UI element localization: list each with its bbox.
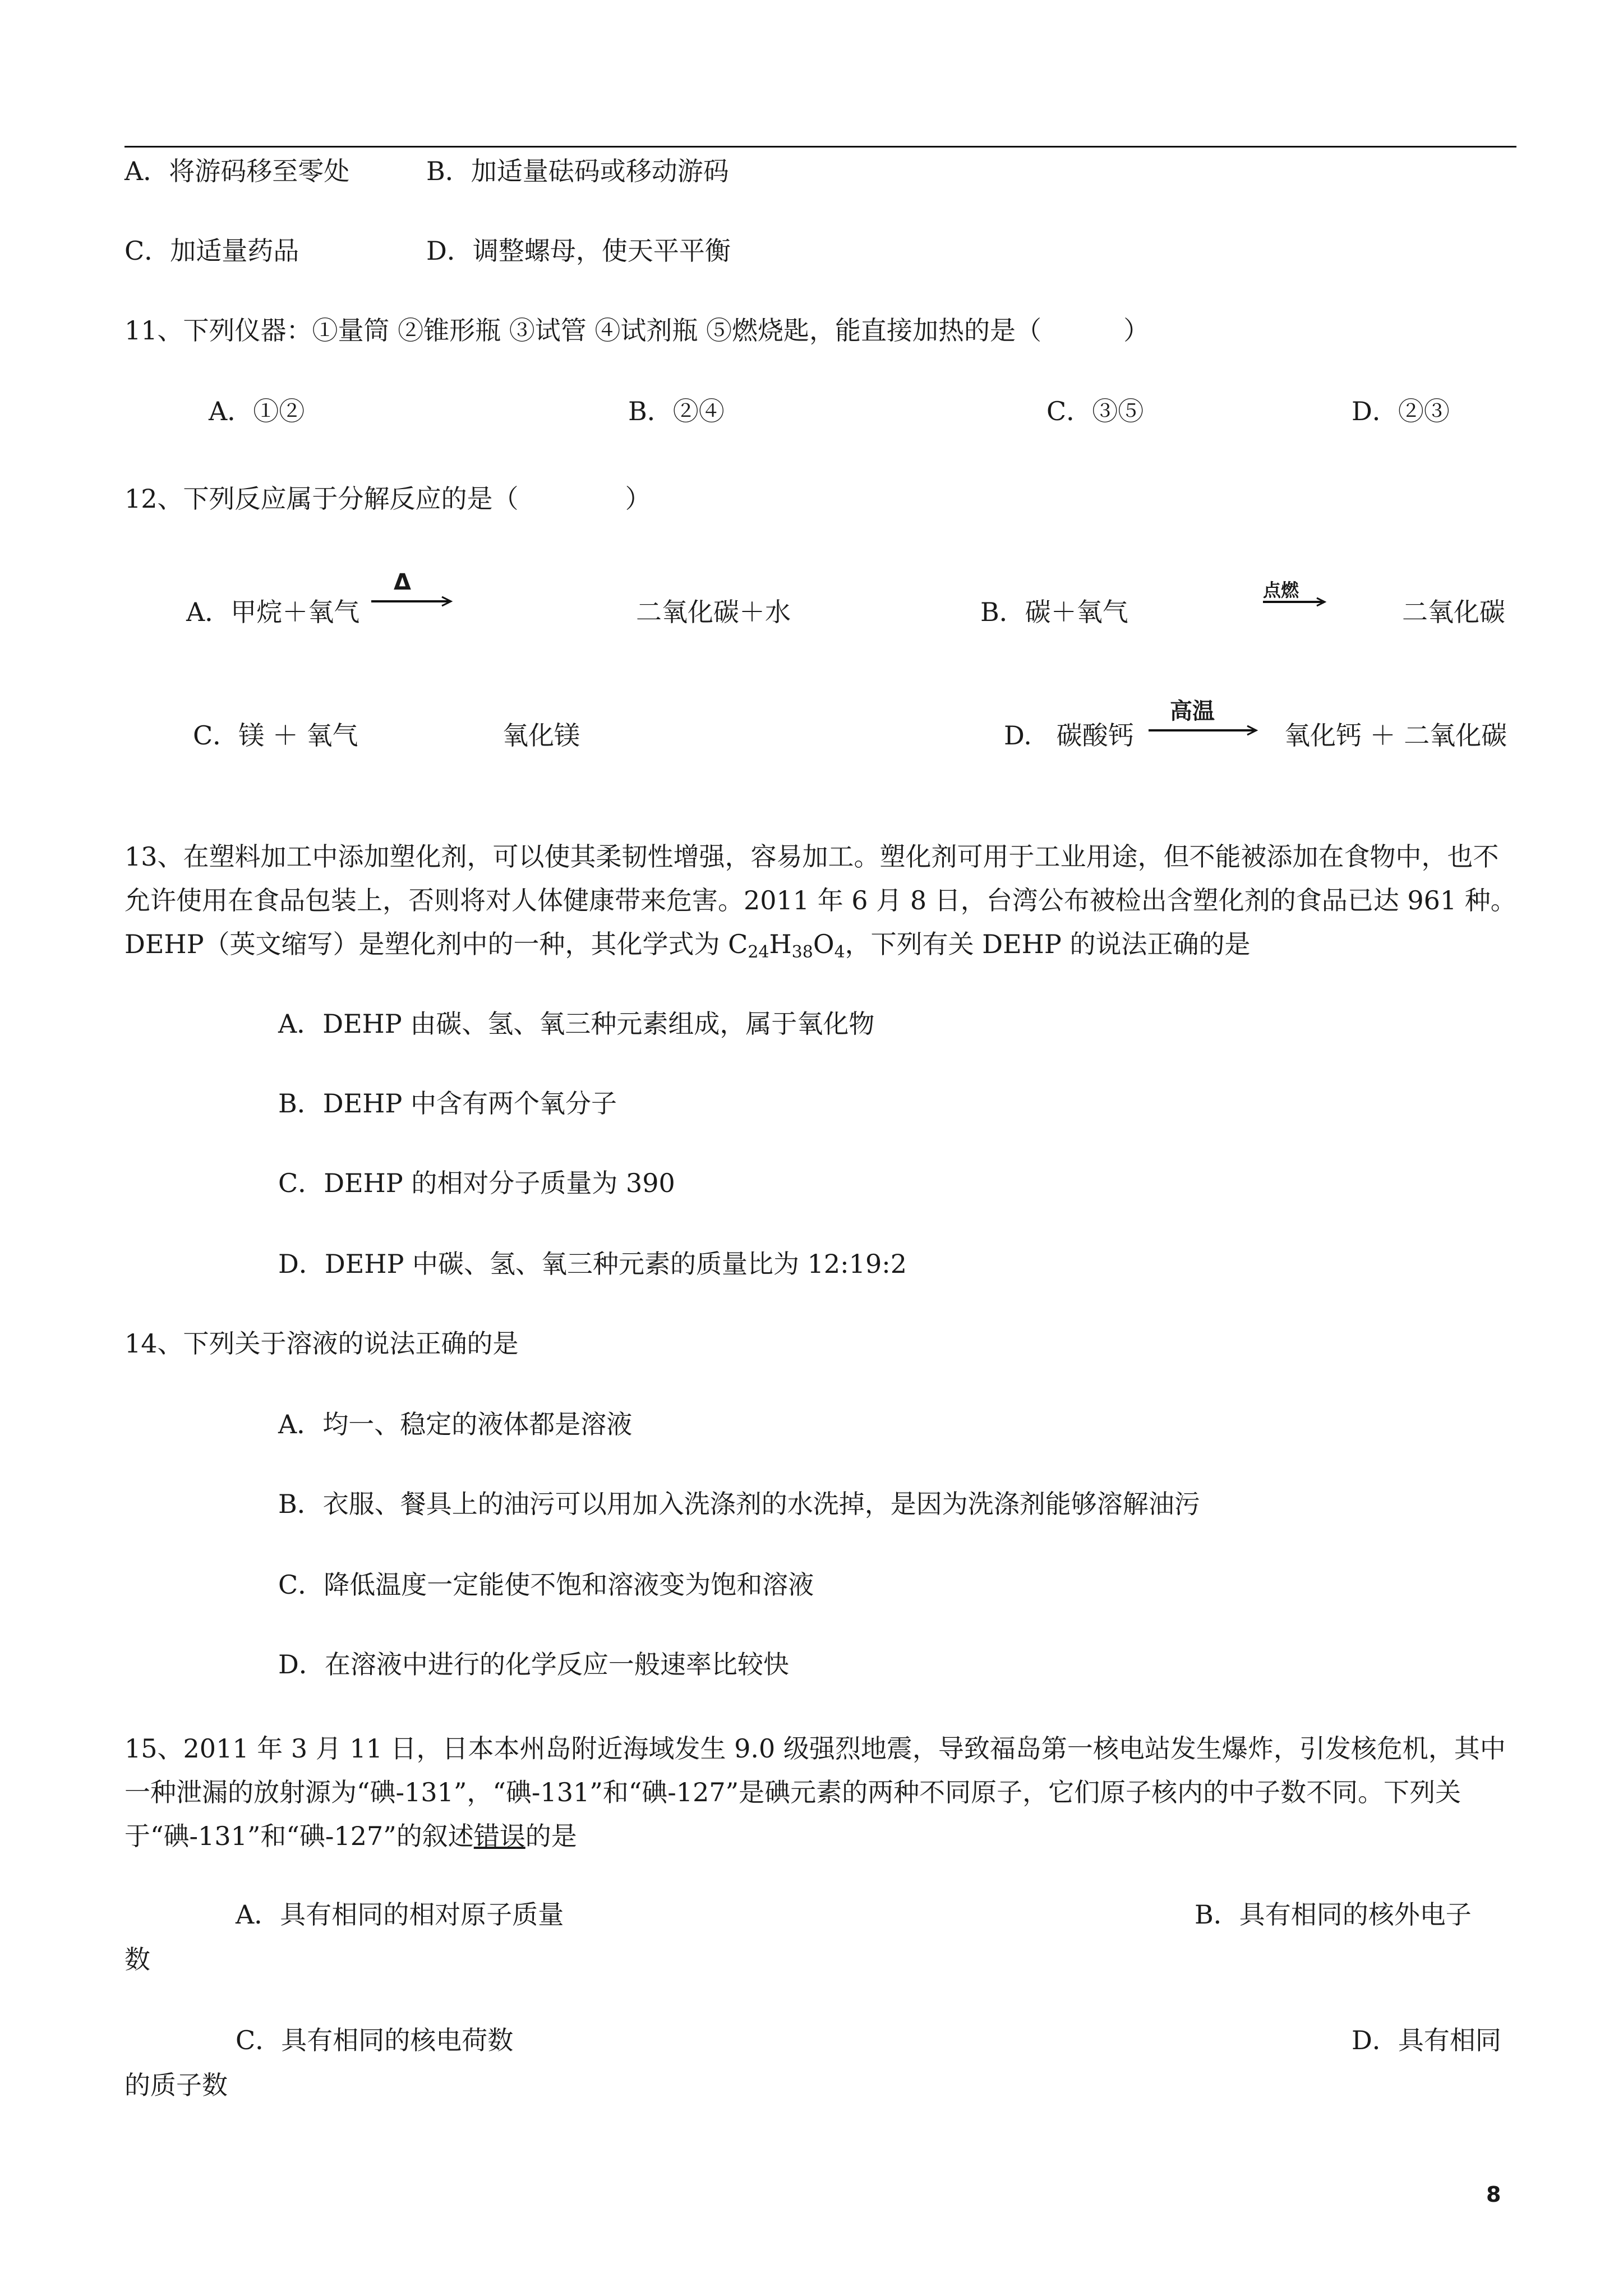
q15-option-c: C．具有相同的核电荷数 <box>236 2025 514 2055</box>
q12-option-b-condition: 点燃 <box>1263 579 1299 601</box>
q10-option-d: D．调整螺母，使天平平衡 <box>426 236 731 266</box>
q13-option-a: A．DEHP 由碳、氢、氧三种元素组成，属于氧化物 <box>278 1009 875 1039</box>
q15-option-b-cont: 数 <box>125 1944 150 1975</box>
q14-option-a: A．均一、稳定的液体都是溶液 <box>278 1409 633 1439</box>
q12-option-d-condition: 高温 <box>1170 698 1215 724</box>
q15-option-d: D．具有相同 <box>1352 2025 1501 2055</box>
q13-option-c: C．DEHP 的相对分子质量为 390 <box>278 1168 675 1198</box>
q13-formula-h: H <box>769 929 792 959</box>
q14-option-b: B．衣服、餐具上的油污可以用加入洗涤剂的水洗掉，是因为洗涤剂能够溶解油污 <box>278 1489 1200 1519</box>
q12-option-b-arrow-icon <box>1262 596 1329 608</box>
q11-option-a: A．①② <box>209 396 305 426</box>
q12-option-d-products: 氧化钙 ＋ 二氧化碳 <box>1284 720 1507 751</box>
q15-stem-tail: 的是 <box>525 1821 577 1851</box>
q13-formula-sub-c: 24 <box>748 942 769 962</box>
q13-formula-sub-h: 38 <box>791 942 813 962</box>
q13-option-d: D．DEHP 中碳、氢、氧三种元素的质量比为 12:19:2 <box>278 1249 907 1279</box>
q15-stem-text: 15、2011 年 3 月 11 日，日本本州岛附近海域发生 9.0 级强烈地震，导致福岛第一核电站发生爆炸，引发核危机，其中一种泄漏的放射源为“碘-131”，“碘-131”和“碘-127”是碘元素的两种不同原子，它们原子核内的中子数不同。下列关于“碘-131”和“碘-127”的叙述 <box>125 1733 1506 1851</box>
q13-formula-o: O <box>813 929 834 959</box>
q12-option-a-products: 二氧化碳＋水 <box>636 597 791 627</box>
q12-option-c-reactants: C．镁 ＋ 氧气 <box>193 720 358 751</box>
q13-option-b: B．DEHP 中含有两个氧分子 <box>278 1088 617 1119</box>
q15-option-a: A．具有相同的相对原子质量 <box>236 1899 564 1930</box>
q10-option-c: C．加适量药品 <box>125 236 299 266</box>
q11-stem: 11、下列仪器：①量筒 ②锥形瓶 ③试管 ④试剂瓶 ⑤燃烧匙，能直接加热的是（ ） <box>125 315 1150 346</box>
q13-stem-tail: ，下列有关 DEHP 的说法正确的是 <box>845 929 1251 959</box>
q12-option-d-reactants: D. 碳酸钙 <box>1004 720 1134 751</box>
q13-stem <box>125 835 1516 966</box>
q10-option-a: A．将游码移至零处 <box>125 156 350 186</box>
q12-option-a-condition: Δ <box>394 569 411 595</box>
q14-option-c: C．降低温度一定能使不饱和溶液变为饱和溶液 <box>278 1570 814 1600</box>
q14-option-d: D．在溶液中进行的化学反应一般速率比较快 <box>278 1649 789 1680</box>
q15-stem <box>125 1727 1516 1858</box>
q12-option-c-products: 氧化镁 <box>502 720 580 751</box>
header-rule <box>125 146 1516 148</box>
q12-option-a-arrow-icon <box>370 595 454 608</box>
q12-option-a-reactants: A．甲烷＋氧气 <box>186 597 360 627</box>
q11-option-c: C．③⑤ <box>1046 396 1144 426</box>
q12-option-b-products: 二氧化碳 <box>1402 597 1505 627</box>
q11-option-b: B．②④ <box>628 396 725 426</box>
q15-underlined-word: 错误 <box>473 1821 525 1851</box>
q13-stem-text: 13、在塑料加工中添加塑化剂，可以使其柔韧性增强，容易加工。塑化剂可用于工业用途，但不能被添加在食物中，也不允许使用在食品包装上，否则将对人体健康带来危害。2011 年 6 月 8 日，台湾公布被检出含塑化剂的食品已达 961 种。DEHP（英文缩写）是塑化剂中的一种，其化学式为 C <box>125 841 1516 959</box>
q15-option-b: B．具有相同的核外电子 <box>1195 1899 1472 1930</box>
q12-option-b-reactants: B．碳＋氧气 <box>980 597 1128 627</box>
q13-formula-sub-o: 4 <box>834 942 845 962</box>
q14-stem: 14、下列关于溶液的说法正确的是 <box>125 1328 519 1359</box>
page-number: 8 <box>1486 2182 1501 2207</box>
q11-option-d: D．②③ <box>1352 396 1450 426</box>
q12-stem: 12、下列反应属于分解反应的是（ ） <box>125 484 651 514</box>
q15-option-d-cont: 的质子数 <box>125 2070 228 2100</box>
q10-option-b: B．加适量砝码或移动游码 <box>426 156 729 186</box>
q12-option-d-arrow-icon <box>1147 724 1260 737</box>
